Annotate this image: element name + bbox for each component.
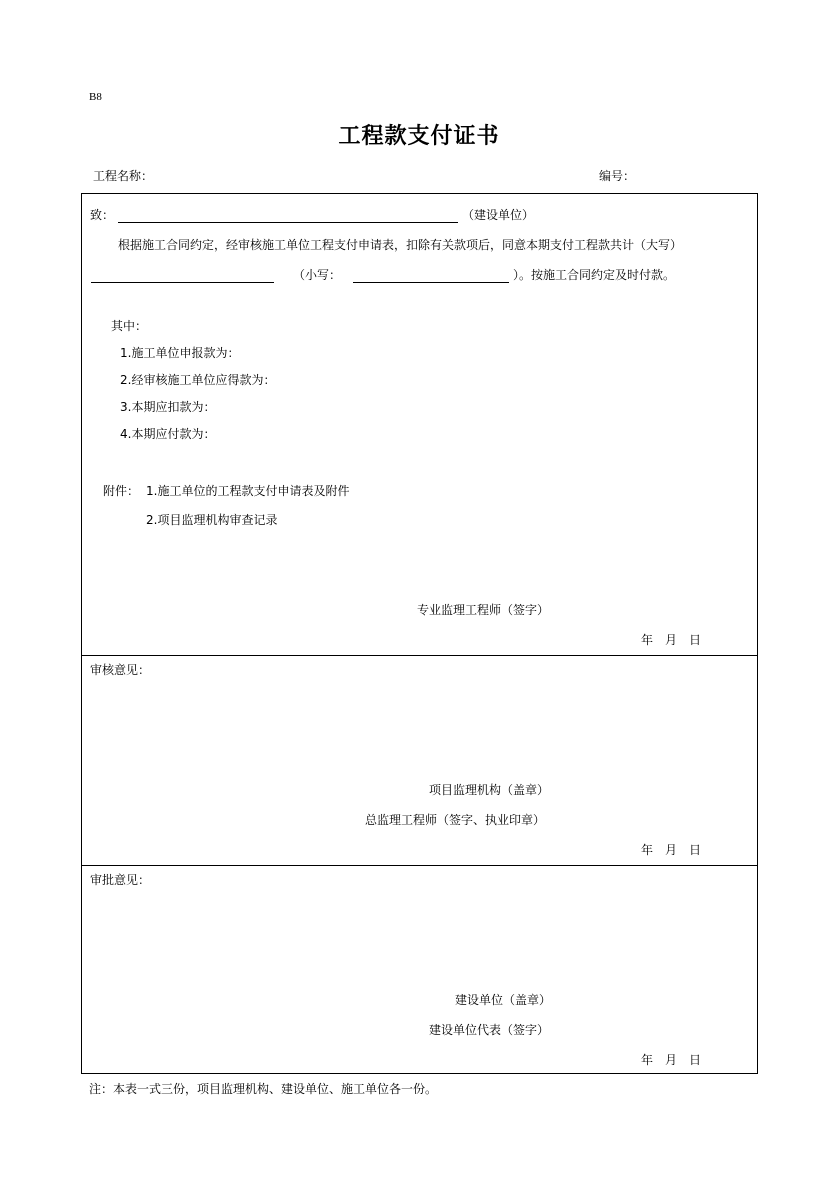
attachment-item: 2.项目监理机构审查记录: [146, 513, 278, 527]
amount-lowercase-blank[interactable]: [353, 282, 509, 283]
supervisor-signature-label: 专业监理工程师（签字）: [417, 603, 550, 617]
small-amount-label: （小写：: [293, 268, 342, 282]
owner-stamp-label: 建设单位（盖章）: [455, 993, 552, 1007]
section-divider: [81, 655, 758, 656]
section-divider: [81, 865, 758, 866]
date-field: 年 月 日: [641, 633, 702, 647]
approval-opinion-label: 审批意见：: [90, 873, 151, 887]
amount-uppercase-blank[interactable]: [91, 282, 274, 283]
item-approved: 2.经审核施工单位应得款为：: [120, 373, 276, 387]
including-label: 其中：: [111, 319, 148, 333]
attachment-item: 1.施工单位的工程款支付申请表及附件: [146, 484, 350, 498]
attachment-label: 附件：: [103, 484, 140, 498]
item-payable: 4.本期应付款为：: [120, 427, 216, 441]
to-suffix: （建设单位）: [462, 208, 535, 222]
payment-statement: 根据施工合同约定，经审核施工单位工程支付申请表，扣除有关款项后，同意本期支付工程款共计（大写）: [118, 238, 683, 252]
date-field: 年 月 日: [641, 843, 702, 857]
item-deduction: 3.本期应扣款为：: [120, 400, 216, 414]
item-declared: 1.施工单位申报款为：: [120, 346, 240, 360]
date-field: 年 月 日: [641, 1053, 702, 1067]
page-title: 工程款支付证书: [338, 123, 500, 149]
form-code: B8: [89, 91, 102, 103]
to-label: 致：: [90, 208, 115, 222]
number-label: 编号：: [599, 169, 636, 183]
chief-engineer-signature-label: 总监理工程师（签字、执业印章）: [365, 813, 546, 827]
payment-statement-end: ）。按施工合同约定及时付款。: [513, 268, 676, 282]
review-opinion-label: 审核意见：: [90, 663, 151, 677]
project-name-label: 工程名称：: [93, 169, 154, 183]
supervision-org-stamp-label: 项目监理机构（盖章）: [429, 783, 550, 797]
recipient-blank[interactable]: [118, 222, 458, 223]
owner-representative-signature-label: 建设单位代表（签字）: [429, 1023, 550, 1037]
footer-note: 注：本表一式三份，项目监理机构、建设单位、施工单位各一份。: [89, 1082, 438, 1096]
